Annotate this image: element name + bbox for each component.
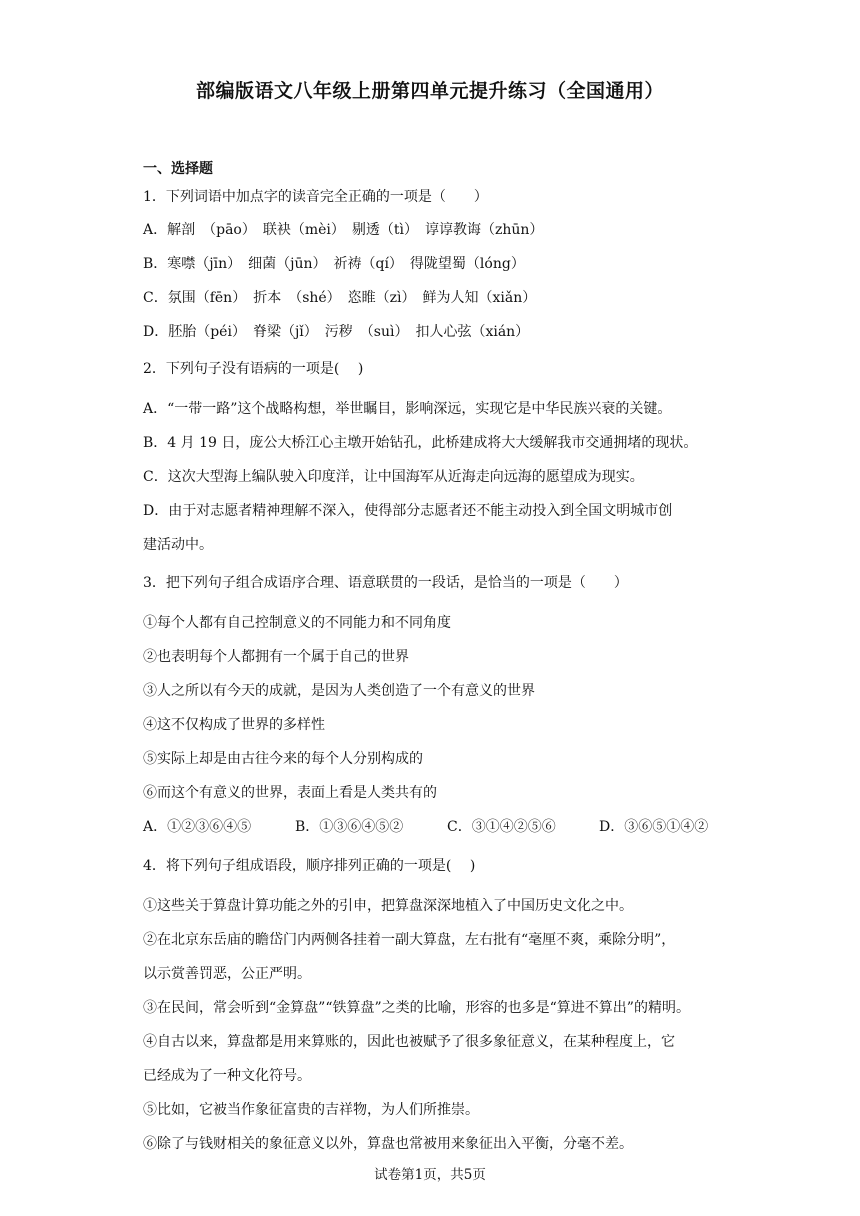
q3-options (143, 817, 708, 837)
q3-option-c: C．③①④②⑤⑥ (447, 819, 556, 835)
q1-option-b: B．寒噤（jīn） 细菌（jūn） 祈祷（qí） 得陇望蜀（lóng） (143, 256, 525, 272)
q4-sentence-2-continued: 以示赏善罚恶，公正严明。 (143, 966, 311, 982)
page-title: 部编版语文八年级上册第四单元提升练习（全国通用） (195, 80, 664, 102)
q2-option-c: C．这次大型海上编队驶入印度洋，让中国海军从近海走向远海的愿望成为现实。 (143, 469, 644, 485)
q4-sentence-3: ③在民间，常会听到“金算盘”“铁算盘”之类的比喻，形容的也多是“算进不算出”的精明。 (143, 1000, 690, 1016)
q4-sentence-4-continued: 已经成为了一种文化符号。 (143, 1068, 311, 1084)
q2-option-d-continued: 建活动中。 (143, 537, 213, 553)
q3-sentence-1: ①每个人都有自己控制意义的不同能力和不同角度 (143, 615, 451, 631)
q3-option-b: B．①③⑥④⑤② (295, 819, 404, 835)
q2-option-a: A．“一带一路”这个战略构想，举世瞩目，影响深远，实现它是中华民族兴衰的关键。 (143, 401, 672, 417)
q4-sentence-6: ⑥除了与钱财相关的象征意义以外，算盘也常被用来象征出入平衡，分毫不差。 (143, 1136, 633, 1152)
q3-option-a: A．①②③⑥④⑤ (143, 819, 252, 835)
q4-sentence-2: ②在北京东岳庙的瞻岱门内两侧各挂着一副大算盘，左右批有“毫厘不爽，乘除分明”， (143, 932, 676, 948)
q3-option-d: D．③⑥⑤①④② (599, 819, 709, 835)
q2-option-d: D．由于对志愿者精神理解不深入，使得部分志愿者还不能主动投入到全国文明城市创 (143, 503, 673, 519)
section-heading: 一、选择题 (143, 161, 213, 177)
q1-stem: 1．下列词语中加点字的读音完全正确的一项是（ ） (143, 189, 488, 205)
q3-sentence-2: ②也表明每个人都拥有一个属于自己的世界 (143, 649, 409, 665)
q3-sentence-3: ③人之所以有今天的成就，是因为人类创造了一个有意义的世界 (143, 683, 535, 699)
q3-sentence-6: ⑥而这个有意义的世界，表面上看是人类共有的 (143, 785, 437, 801)
q1-option-c: C．氛围（fēn） 折本 （shé） 恣睢（zì） 鲜为人知（xiǎn） (143, 290, 537, 306)
q2-stem: 2．下列句子没有语病的一项是( ) (143, 361, 364, 377)
q4-sentence-4: ④自古以来，算盘都是用来算账的，因此也被赋予了很多象征意义，在某种程度上，它 (143, 1034, 675, 1050)
q1-option-a: A．解剖 （pāo） 联袂（mèi） 剔透（tì） 谆谆教诲（zhūn） (143, 222, 544, 238)
page-footer: 试卷第1页，共5页 (374, 1167, 486, 1183)
q2-option-b: B．4 月 19 日，庞公大桥江心主墩开始钻孔，此桥建成将大大缓解我市交通拥堵的现状。 (143, 435, 698, 451)
q4-stem: 4．将下列句子组成语段，顺序排列正确的一项是( ) (143, 858, 476, 874)
q3-stem: 3．把下列句子组合成语序合理、语意联贯的一段话，是恰当的一项是（ ） (143, 575, 628, 591)
q1-option-d: D．胚胎（péi） 脊梁（jǐ） 污秽 （suì） 扣人心弦（xián） (143, 324, 530, 340)
q3-sentence-4: ④这不仅构成了世界的多样性 (143, 717, 325, 733)
q4-sentence-5: ⑤比如，它被当作象征富贵的吉祥物，为人们所推崇。 (143, 1102, 479, 1118)
q3-sentence-5: ⑤实际上却是由古往今来的每个人分别构成的 (143, 751, 423, 767)
q4-sentence-1: ①这些关于算盘计算功能之外的引申，把算盘深深地植入了中国历史文化之中。 (143, 898, 633, 914)
